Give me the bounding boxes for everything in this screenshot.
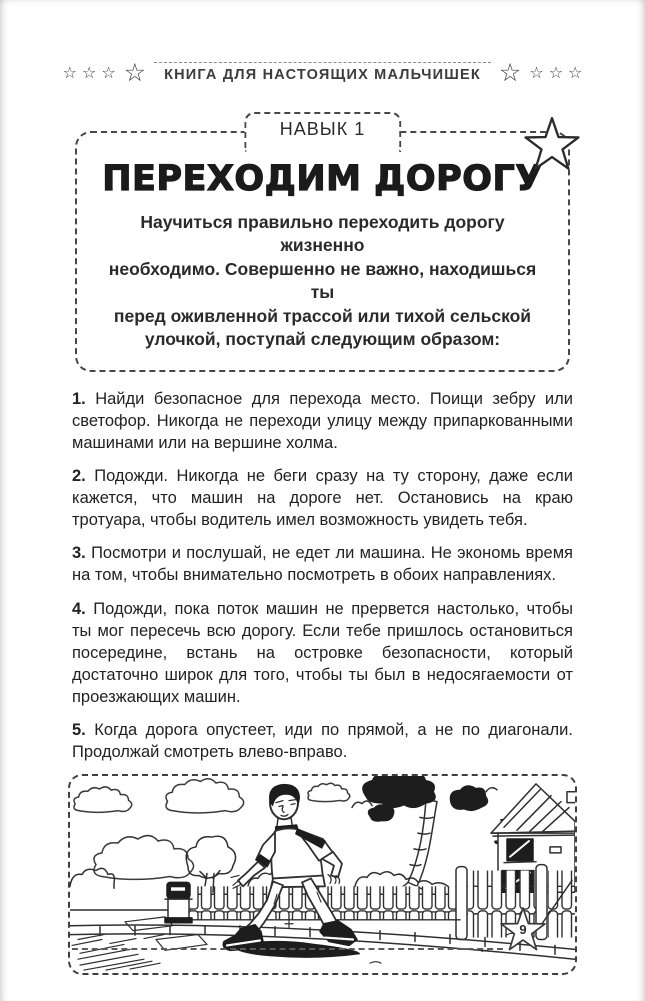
- step-item: [72, 598, 573, 709]
- book-title: КНИГА ДЛЯ НАСТОЯЩИХ МАЛЬЧИШЕК: [154, 62, 491, 83]
- star-icon: ☆: [498, 58, 522, 87]
- step-text: Когда дорога опустеет, иди по прямой, а не по диагонали. Продолжай смотреть влево-вправо.: [72, 721, 573, 762]
- step-number: 2.: [72, 466, 86, 485]
- step-number: 1.: [72, 389, 86, 408]
- step-number: 5.: [72, 721, 86, 740]
- step-item: [72, 719, 573, 763]
- steps-list: [72, 388, 573, 764]
- book-header: [0, 0, 645, 85]
- step-text: Подожди. Никогда не беги сразу на ту сторону, даже если кажется, что машин на дороге нет. Остановись на краю тротуара, чтобы водитель имел возможность увидеть тебя.: [72, 466, 573, 530]
- footer-dashed-line: [72, 948, 503, 950]
- skill-title: ПЕРЕХОДИМ ДОРОГУ: [102, 159, 543, 199]
- step-text: Найди безопасное для перехода место. Поищи зебру или светофор. Никогда не переходи улицу между припаркованными машинами или на вершине холма.: [72, 389, 573, 452]
- step-number: 4.: [72, 599, 86, 618]
- star-icon: ☆: [548, 62, 564, 82]
- step-item: [72, 388, 573, 454]
- skill-tab: НАВЫК 1: [244, 112, 401, 152]
- step-number: 3.: [72, 544, 86, 563]
- step-text: Посмотри и послушай, не едет ли машина. Не экономь время на том, чтобы внимательно посмотреть в обоих направлениях.: [72, 544, 573, 585]
- star-icon: [522, 117, 582, 175]
- page-number-star: [499, 907, 547, 955]
- star-icon: ☆: [62, 62, 77, 82]
- intro-line: Научиться правильно переходить дорогу жизненно: [140, 212, 505, 256]
- star-icon: ☆: [568, 62, 583, 82]
- skill-intro: [97, 211, 548, 352]
- intro-line: улочкой, поступай следующим образом:: [144, 329, 501, 350]
- step-item: [72, 542, 573, 586]
- step-text: Подожди, пока поток машин не прервется настолько, чтобы ты мог пересечь всю дорогу. Если тебе пришлось остановиться посередине, встань на островке безопасности, который достаточно широк для того, чтобы ты был в недосягаемости от проезжающих машин.: [72, 599, 574, 706]
- skill-box: [75, 119, 570, 372]
- step-item: [72, 465, 573, 531]
- page-footer: [72, 907, 547, 952]
- star-icon: ☆: [81, 62, 97, 82]
- intro-line: необходимо. Совершенно не важно, находишься ты: [108, 258, 537, 303]
- star-icon: ☆: [529, 62, 544, 82]
- star-icon: ☆: [123, 58, 147, 87]
- page-number: 9: [519, 922, 527, 937]
- intro-line: перед оживленной трассой или тихой сельской: [113, 305, 532, 326]
- star-icon: ☆: [101, 62, 116, 82]
